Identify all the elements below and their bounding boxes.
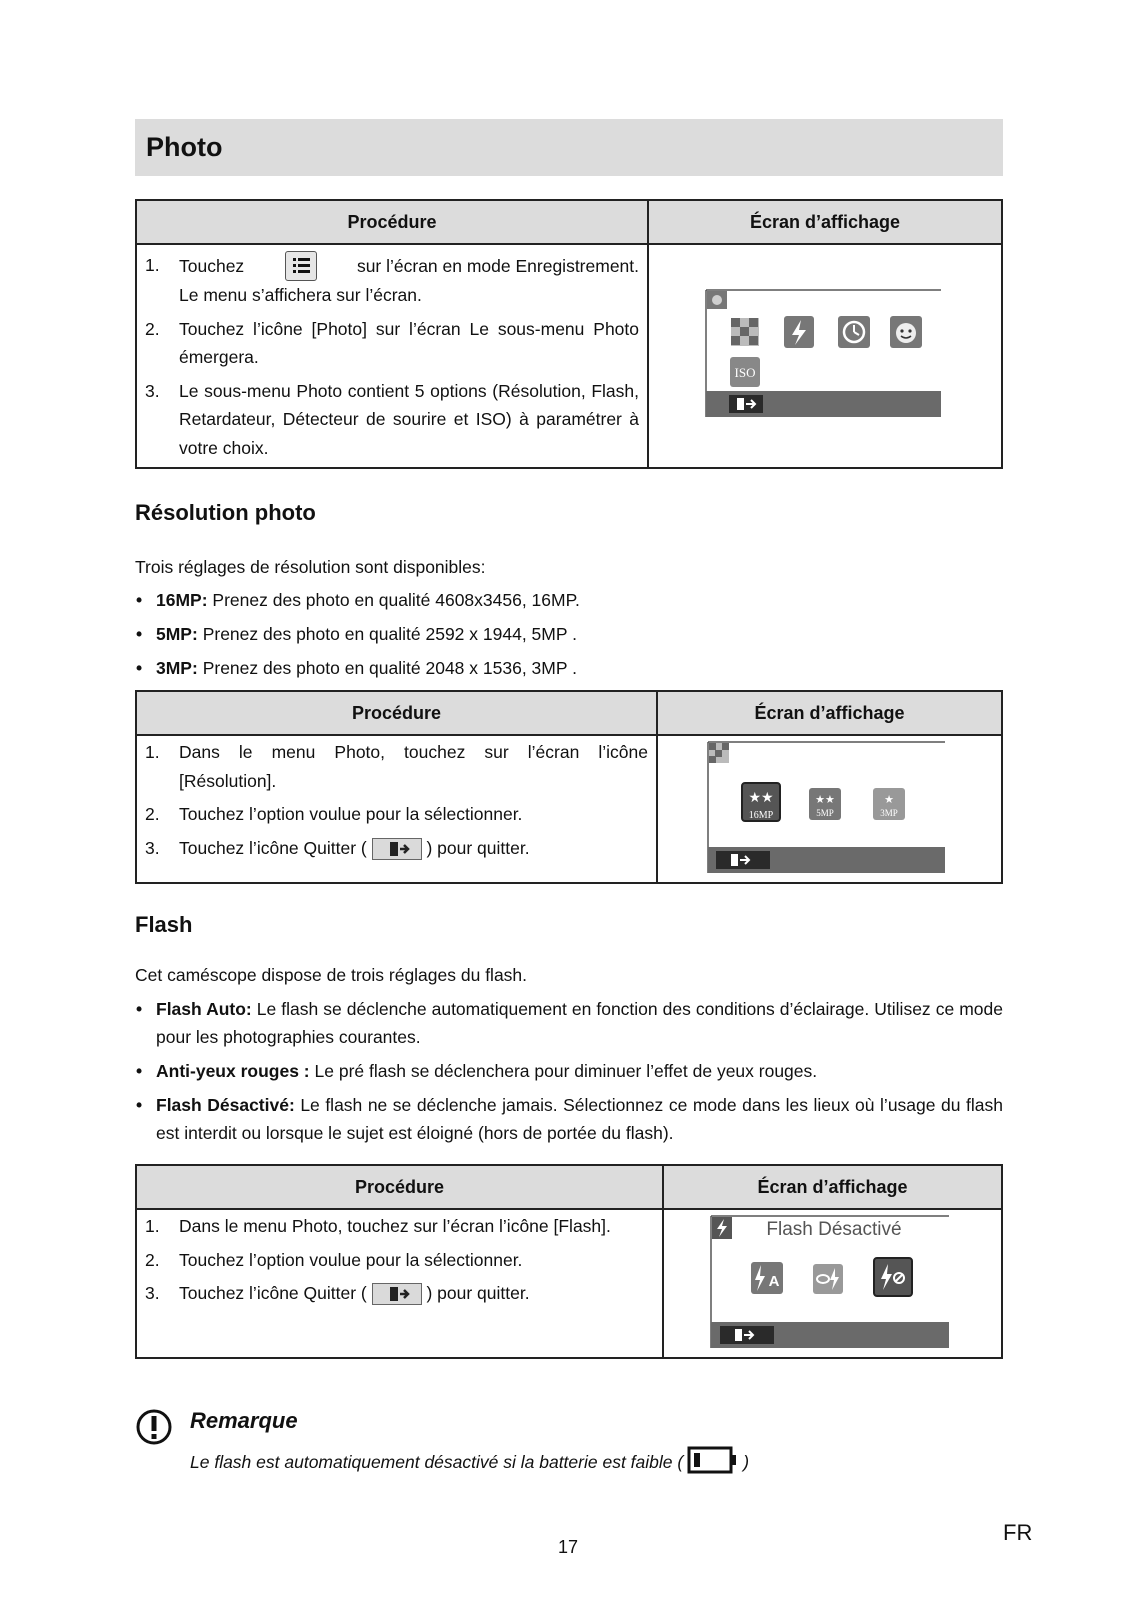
resolution-screen [658, 736, 999, 877]
flash-procedure-table [135, 1164, 1003, 1359]
exit-icon [372, 1283, 422, 1305]
screen-cell [663, 1209, 1002, 1358]
resolution-option-5mp[interactable] [809, 788, 841, 820]
exit-icon[interactable] [716, 851, 770, 869]
flash-screen-title: Flash Désactivé [766, 1219, 902, 1240]
svg-text:★★: ★★ [815, 794, 835, 806]
procedure-cell [136, 1209, 663, 1358]
exit-icon[interactable] [729, 395, 763, 413]
list-item: • 3MP: Prenez des photo en qualité 2048 x 1536, 3MP . [135, 654, 1003, 682]
screen-header: Écran d’affichage [663, 1165, 1002, 1209]
procedure-cell [136, 244, 648, 468]
list-item: • 16MP: Prenez des photo en qualité 4608x3456, 16MP. [135, 586, 1003, 614]
svg-text:★: ★ [884, 794, 894, 806]
flash-off-icon[interactable] [874, 1258, 912, 1296]
resolution-procedure-table [135, 690, 1003, 884]
flash-intro: Cet caméscope dispose de trois réglages du flash. [135, 965, 528, 985]
screen-header: Écran d’affichage [648, 200, 1002, 244]
screen-cell [648, 244, 1002, 468]
self-timer-icon [838, 316, 870, 348]
svg-text:A: A [768, 1273, 780, 1290]
warning-icon [135, 1408, 173, 1451]
photo-procedure-table [135, 199, 1003, 469]
resolution-title: Résolution photo [135, 500, 316, 525]
red-eye-icon[interactable] [813, 1264, 843, 1294]
step-item: 3. Touchez l’icône Quitter ( ) pour quitter. [145, 1279, 654, 1308]
svg-text:5MP: 5MP [816, 808, 834, 818]
resolution-option-3mp[interactable] [873, 788, 905, 820]
step-item: 2. Touchez l’icône [Photo] sur l’écran Le sous-menu Photo émergera. [145, 318, 640, 367]
svg-text:ISO: ISO [734, 365, 756, 380]
procedure-steps [137, 1210, 662, 1308]
page-number: 17 [558, 1537, 579, 1557]
photo-menu-screen [649, 245, 999, 457]
flash-title: Flash [135, 912, 193, 937]
resolution-bullets [135, 586, 1003, 688]
step-item: 3. Le sous-menu Photo contient 5 options (Résolution, Flash, Retardateur, Détecteur de sourire et ISO) à paramétrer à votre choix. [145, 380, 640, 458]
resolution-option-16mp[interactable] [742, 783, 780, 821]
flash-icon [784, 316, 814, 348]
menu-list-icon [285, 251, 317, 281]
list-item: • Flash Auto: Le flash se déclenche automatiquement en fonction des conditions d’éclairage. Utilisez ce mode pour les photographies courantes. [135, 995, 1003, 1051]
step-item: 2. Touchez l’option voulue pour la sélectionner. [145, 1249, 523, 1270]
section-title: Photo [146, 132, 223, 162]
note-text: Le flash est automatiquement désactivé si la batterie est faible ( ) [190, 1445, 749, 1480]
smile-detector-icon [890, 316, 922, 348]
flash-bullets [135, 995, 1003, 1153]
section-title-bar [135, 119, 1003, 176]
step-item: 1. Dans le menu Photo, touchez sur l’écran l’icône [Flash]. [145, 1216, 611, 1236]
screen-header: Écran d’affichage [657, 691, 1002, 735]
procedure-header: Procédure [136, 1165, 663, 1209]
resolution-icon [731, 318, 759, 346]
exit-icon[interactable] [720, 1326, 774, 1344]
list-item: • Flash Désactivé: Le flash ne se déclenche jamais. Sélectionnez ce mode dans les lieux où l’usage du flash est interdit ou lorsque le sujet est éloigné (hors de portée du flash). [135, 1091, 1003, 1147]
resolution-intro: Trois réglages de résolution sont disponibles: [135, 557, 486, 577]
low-battery-icon [687, 1445, 739, 1480]
flash-auto-icon[interactable] [751, 1262, 783, 1294]
svg-text:16MP: 16MP [748, 810, 774, 821]
flash-screen [664, 1210, 999, 1352]
procedure-cell [136, 735, 657, 883]
note-title: Remarque [190, 1408, 298, 1433]
exit-icon [372, 838, 422, 860]
procedure-header: Procédure [136, 200, 648, 244]
svg-text:★★: ★★ [748, 789, 774, 805]
step-item: 1. Dans le menu Photo, touchez sur l’écran l’icône [Résolution]. [145, 742, 648, 791]
list-item: • Anti-yeux rouges : Le pré flash se déclenchera pour diminuer l’effet de yeux rouges. [135, 1057, 1003, 1085]
language-label: FR [1003, 1520, 1033, 1545]
procedure-header: Procédure [136, 691, 657, 735]
flash-icon [712, 1217, 732, 1239]
svg-text:3MP: 3MP [880, 808, 898, 818]
step-item: 2. Touchez l’option voulue pour la sélectionner. [145, 804, 523, 824]
step-item: 1. Touchez sur l’écran en mode Enregistrement. Le menu s’affichera sur l’écran. [145, 251, 639, 310]
iso-icon [730, 357, 760, 387]
screen-cell [657, 735, 1002, 883]
procedure-steps [137, 736, 656, 862]
step-item: 3. Touchez l’icône Quitter ( ) pour quitter. [145, 834, 648, 863]
list-item: • 5MP: Prenez des photo en qualité 2592 x 1944, 5MP . [135, 620, 1003, 648]
procedure-steps [137, 245, 647, 462]
